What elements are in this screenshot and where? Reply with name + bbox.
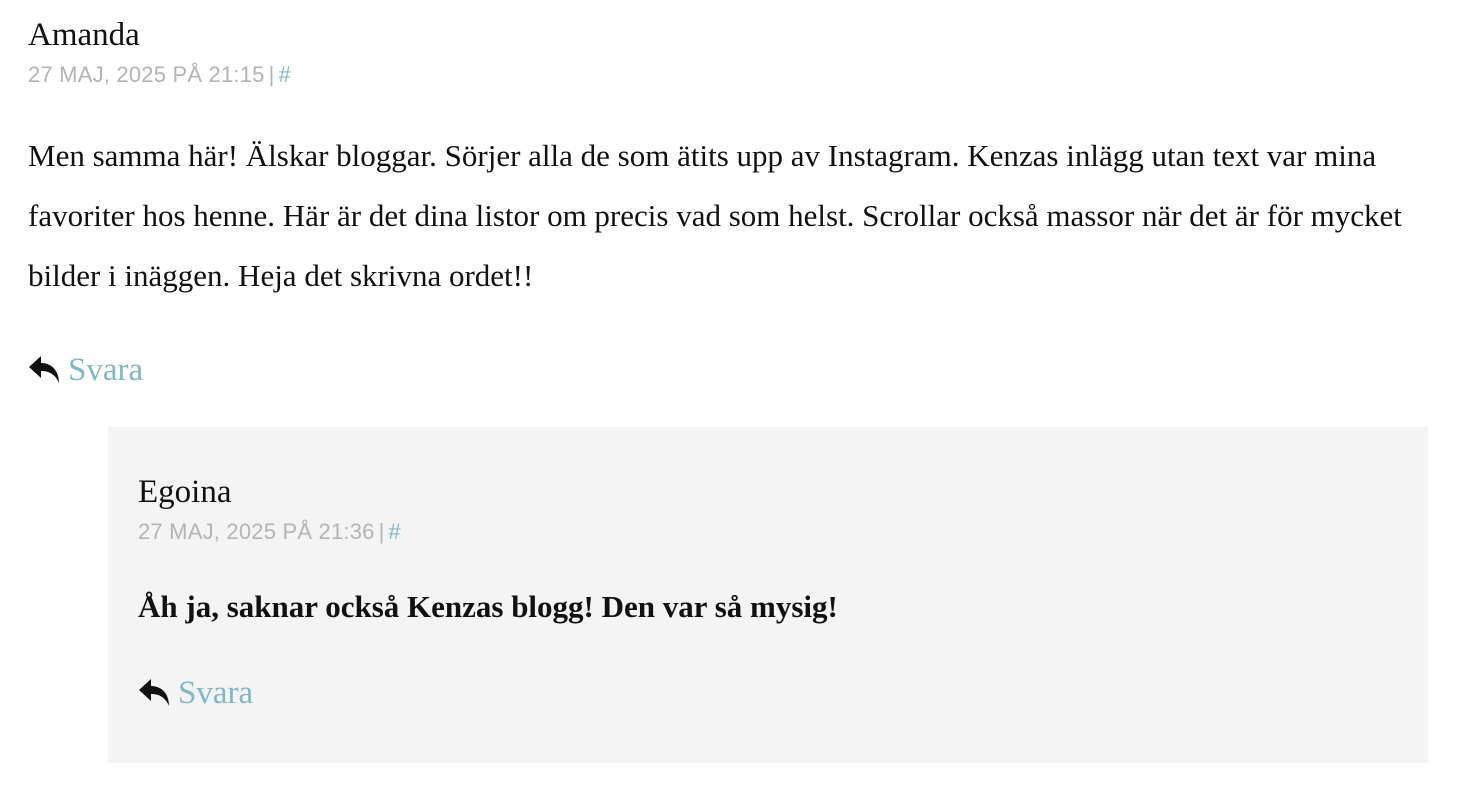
reply-permalink[interactable]: # (388, 519, 401, 544)
reply-button[interactable]: Svara (178, 675, 254, 711)
comment-body: Men samma här! Älskar bloggar. Sörjer alla de som ätits upp av Instagram. Kenzas inlägg utan text var mina favoriter hos henne. Här är det dina listor om precis vad som helst. Scrollar också massor när det är för mycket bilder i inäggen. Heja det skrivna ordet!! (28, 138, 1402, 293)
reply-row (28, 350, 1434, 390)
meta-separator: | (268, 62, 275, 87)
comment (0, 0, 1434, 390)
reply-arrow-icon[interactable] (28, 354, 62, 386)
comment-date: 27 MAJ, 2025 PÅ 21:15 (28, 62, 265, 87)
reply-arrow-icon[interactable] (138, 677, 172, 709)
reply-row (138, 673, 1428, 713)
reply-author: Egoina (138, 474, 232, 510)
comment-author: Amanda (28, 17, 140, 53)
comment-permalink[interactable]: # (278, 62, 291, 87)
reply-body: Åh ja, saknar också Kenzas blogg! Den var så mysig! (138, 589, 838, 624)
meta-separator: | (378, 519, 385, 544)
reply-date: 27 MAJ, 2025 PÅ 21:36 (138, 519, 375, 544)
comment-meta (28, 60, 1434, 90)
nested-reply (108, 427, 1428, 763)
reply-button[interactable]: Svara (68, 352, 144, 388)
reply-meta (138, 517, 1428, 547)
